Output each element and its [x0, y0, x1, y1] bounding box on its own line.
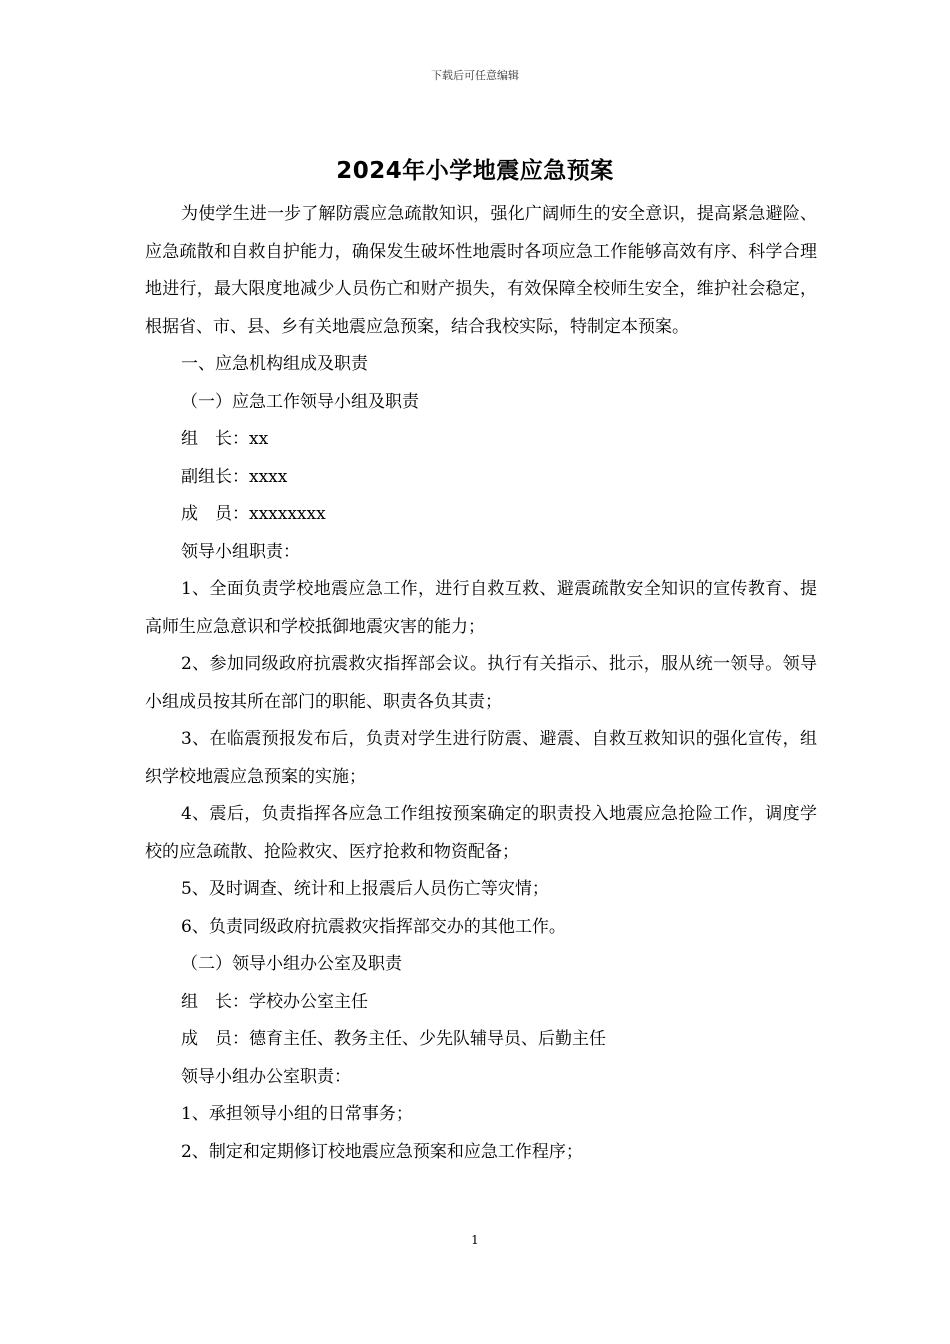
duty-item-3: 3、在临震预报发布后，负责对学生进行防震、避震、自救互救知识的强化宣传，组织学校地震应急预案的实施；: [145, 729, 817, 787]
document-title: 2024年小学地震应急预案: [336, 158, 614, 184]
document-body: [145, 196, 817, 1171]
office-duties-heading: 领导小组办公室职责：: [181, 1066, 351, 1087]
intro-paragraph: 为使学生进一步了解防震应急疏散知识，强化广阔师生的安全意识，提高紧急避险、应急疏散和自救自护能力，确保发生破坏性地震时各项应急工作能够高效有序、科学合理地进行，最大限度地减少人员伤亡和财产损失，有效保障全校师生安全，维护社会稳定，根据省、市、县、乡有关地震应急预案，结合我校实际，特制定本预案。: [145, 204, 817, 337]
subsection-heading-1: （一）应急工作领导小组及职责: [181, 391, 419, 412]
duty-item-2: 2、参加同级政府抗震救灾指挥部会议。执行有关指示、批示，服从统一领导。领导小组成员按其所在部门的职能、职责各负其责；: [145, 654, 817, 712]
duty-item-4: 4、震后，负责指挥各应急工作组按预案确定的职责投入地震应急抢险工作，调度学校的应急疏散、抢险救灾、医疗抢救和物资配备；: [145, 804, 817, 862]
duty-item-5: 5、及时调查、统计和上报震后人员伤亡等灾情；: [181, 879, 549, 899]
deputy-leader-line: 副组长：xxxx: [181, 466, 288, 487]
subsection-heading-2: （二）领导小组办公室及职责: [181, 954, 402, 974]
office-members-line: 成 员：德育主任、教务主任、少先队辅导员、后勤主任: [181, 1029, 606, 1049]
office-leader-line: 组 长：学校办公室主任: [181, 991, 368, 1012]
header-note: 下载后可任意编辑: [431, 69, 519, 82]
duties-heading: 领导小组职责：: [181, 541, 300, 562]
members-line: 成 员：xxxxxxxx: [181, 504, 326, 524]
duty-item-6: 6、负责同级政府抗震救灾指挥部交办的其他工作。: [181, 916, 566, 937]
team-leader-line: 组 长：xx: [181, 429, 269, 449]
office-duty-item-1: 1、承担领导小组的日常事务；: [181, 1104, 413, 1124]
duty-item-1: 1、全面负责学校地震应急工作，进行自救互救、避震疏散安全知识的宣传教育、提高师生应急意识和学校抵御地震灾害的能力；: [145, 579, 817, 637]
office-duty-item-2: 2、制定和定期修订校地震应急预案和应急工作程序；: [181, 1141, 583, 1162]
page-number: 1: [471, 1233, 479, 1247]
section-heading-1: 一、应急机构组成及职责: [181, 354, 368, 374]
